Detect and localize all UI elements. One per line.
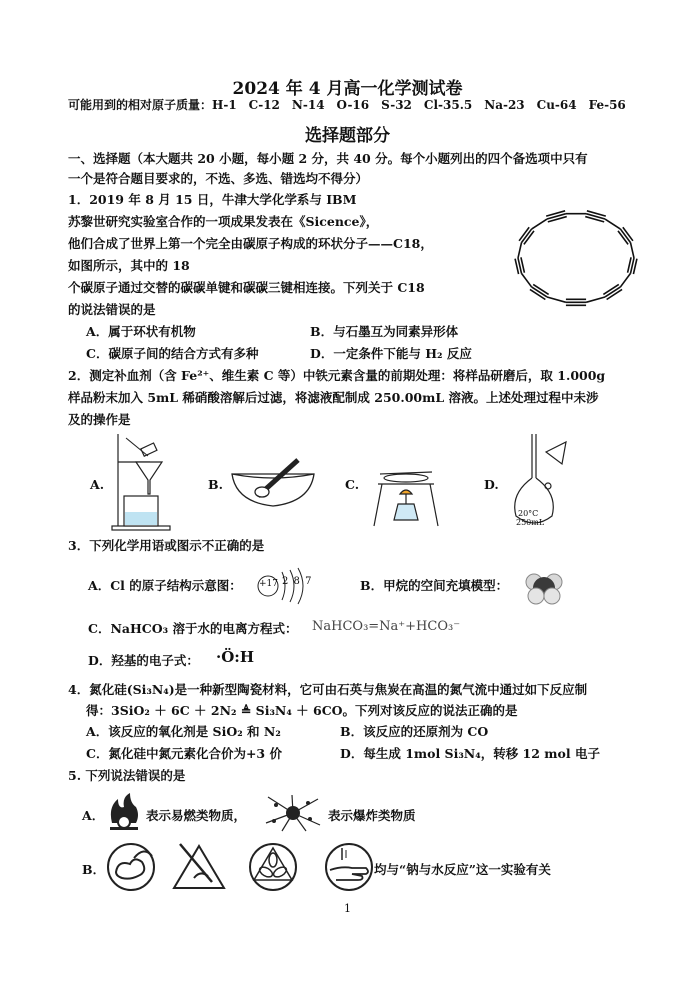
single-bond-line xyxy=(631,243,634,258)
q3-option-b: B．甲烷的空间充填模型： xyxy=(360,578,509,593)
q1-line3: 他们合成了世界上第一个完全由碳原子构成的环状分子——C18， xyxy=(68,236,433,251)
filtration-apparatus-image xyxy=(108,432,176,532)
q1-line6: 的说法错误的是 xyxy=(68,302,156,317)
page-number: 1 xyxy=(344,902,351,915)
q2-label-b: B. xyxy=(208,477,223,492)
c18-ring-diagram xyxy=(512,208,640,308)
q2-label-a: A. xyxy=(90,477,105,492)
q5-stem: 5. 下列说法错误的是 xyxy=(68,768,186,783)
mortar-pestle-image xyxy=(228,452,318,512)
explosive-hazard-icon xyxy=(262,793,324,833)
hand-washing-icon xyxy=(322,842,376,892)
q2-label-d: D. xyxy=(484,477,499,492)
flask-temperature: 20°C xyxy=(518,509,539,518)
q1-line5: 个碳原子通过交替的碳碳单键和碳碳三键相连接。下列关于 C18 xyxy=(68,280,425,295)
q3-option-d: D．羟基的电子式： xyxy=(88,653,199,668)
methane-space-filling-model xyxy=(522,568,566,608)
q1-line2: 苏黎世研究实验室合作的一项成果发表在《Sicence》， xyxy=(68,214,379,229)
single-bond-line xyxy=(586,297,605,302)
q5-text-a2: 表示爆炸类物质 xyxy=(328,808,416,823)
q3-option-a: A．Cl 的原子结构示意图： xyxy=(88,578,242,593)
ventilation-fan-icon xyxy=(246,842,300,892)
q1-line4: 如图所示，其中的 18 xyxy=(68,258,190,273)
q1-option-c: C．碳原子间的结合方式有多种 xyxy=(86,346,259,361)
q1-option-d: D．一定条件下能与 H₂ 反应 xyxy=(310,346,472,361)
single-bond-line xyxy=(620,273,630,287)
instructions-line1: 一、选择题（本大题共 20 小题，每小题 2 分，共 40 分。每个小题列出的四个备选项中只有 xyxy=(68,151,588,166)
q4-option-b: B．该反应的还原剂为 CO xyxy=(340,724,489,739)
q1-option-a: A．属于环状有机物 xyxy=(86,324,196,339)
flammable-hazard-icon xyxy=(106,793,142,831)
q2-line2: 样品粉末加入 5mL 稀硝酸溶解后过滤，将滤液配制成 250.00mL 溶液。上述处理过程中未涉 xyxy=(68,390,599,405)
sharp-object-icon xyxy=(172,842,226,892)
q4-line2: 得：3SiO₂ ＋ 6C ＋ 2N₂ ≜ Si₃N₄ ＋ 6CO。下列对该反应的说法正确的是 xyxy=(86,703,518,718)
q5-text-a1: 表示易燃类物质， xyxy=(146,808,247,823)
hot-surface-icon xyxy=(104,842,158,892)
q5-text-b: 均与“钠与水反应”这一实验有关 xyxy=(374,862,551,877)
single-bond-line xyxy=(521,273,531,287)
q4-option-d: D．每生成 1mol Si₃N₄，转移 12 mol 电子 xyxy=(340,746,600,761)
evaporation-apparatus-image xyxy=(370,470,442,528)
q4-option-c: C．氮化硅中氮元素化合价为+3 价 xyxy=(86,746,282,761)
q3-option-c: C．NaHCO₃ 溶于水的电离方程式： xyxy=(88,621,298,636)
atomic-masses: 可能用到的相对原子质量：H-1 C-12 N-14 O-16 S-32 Cl-35.5 Na-23 Cu-64 Fe-56 xyxy=(68,98,626,112)
q5-label-b: B． xyxy=(82,862,106,877)
single-bond-line xyxy=(518,243,521,258)
q4-line1: 4．氮化硅(Si₃N₄)是一种新型陶瓷材料，它可由石英与焦炭在高温的氮气流中通过如下反应制 xyxy=(68,682,588,697)
single-bond-line xyxy=(547,297,566,302)
ionization-equation: NaHCO₃=Na⁺+HCO₃⁻ xyxy=(312,619,461,634)
instructions-line2: 一个是符合题目要求的，不选、多选、错选均不得分） xyxy=(68,171,369,186)
q2-label-c: C. xyxy=(345,477,360,492)
q5-label-a: A． xyxy=(82,808,105,823)
section-title: 选择题部分 xyxy=(305,126,390,146)
flask-volume: 250mL xyxy=(516,518,545,527)
q1-option-b: B．与石墨互为同素异形体 xyxy=(310,324,459,339)
q2-line1: 2．测定补血剂（含 Fe²⁺、维生素 C 等）中铁元素含量的前期处理：将样品研磨后，取 1.000g xyxy=(68,368,606,383)
q1-line1: 1．2019 年 8 月 15 日，牛津大学化学系与 IBM xyxy=(68,192,357,207)
single-bond-line xyxy=(605,219,620,229)
q3-stem: 3．下列化学用语或图示不正确的是 xyxy=(68,538,265,553)
q4-option-a: A．该反应的氧化剂是 SiO₂ 和 N₂ xyxy=(86,724,281,739)
q2-line3: 及的操作是 xyxy=(68,412,131,427)
chlorine-nucleus: +17 xyxy=(259,579,278,589)
page-title: 2024 年 4 月高一化学测试卷 xyxy=(232,79,463,99)
hydroxyl-electron-formula: ·Ö:H xyxy=(216,648,254,666)
single-bond-line xyxy=(532,219,547,229)
chlorine-shells: 2 8 7 xyxy=(282,576,313,587)
